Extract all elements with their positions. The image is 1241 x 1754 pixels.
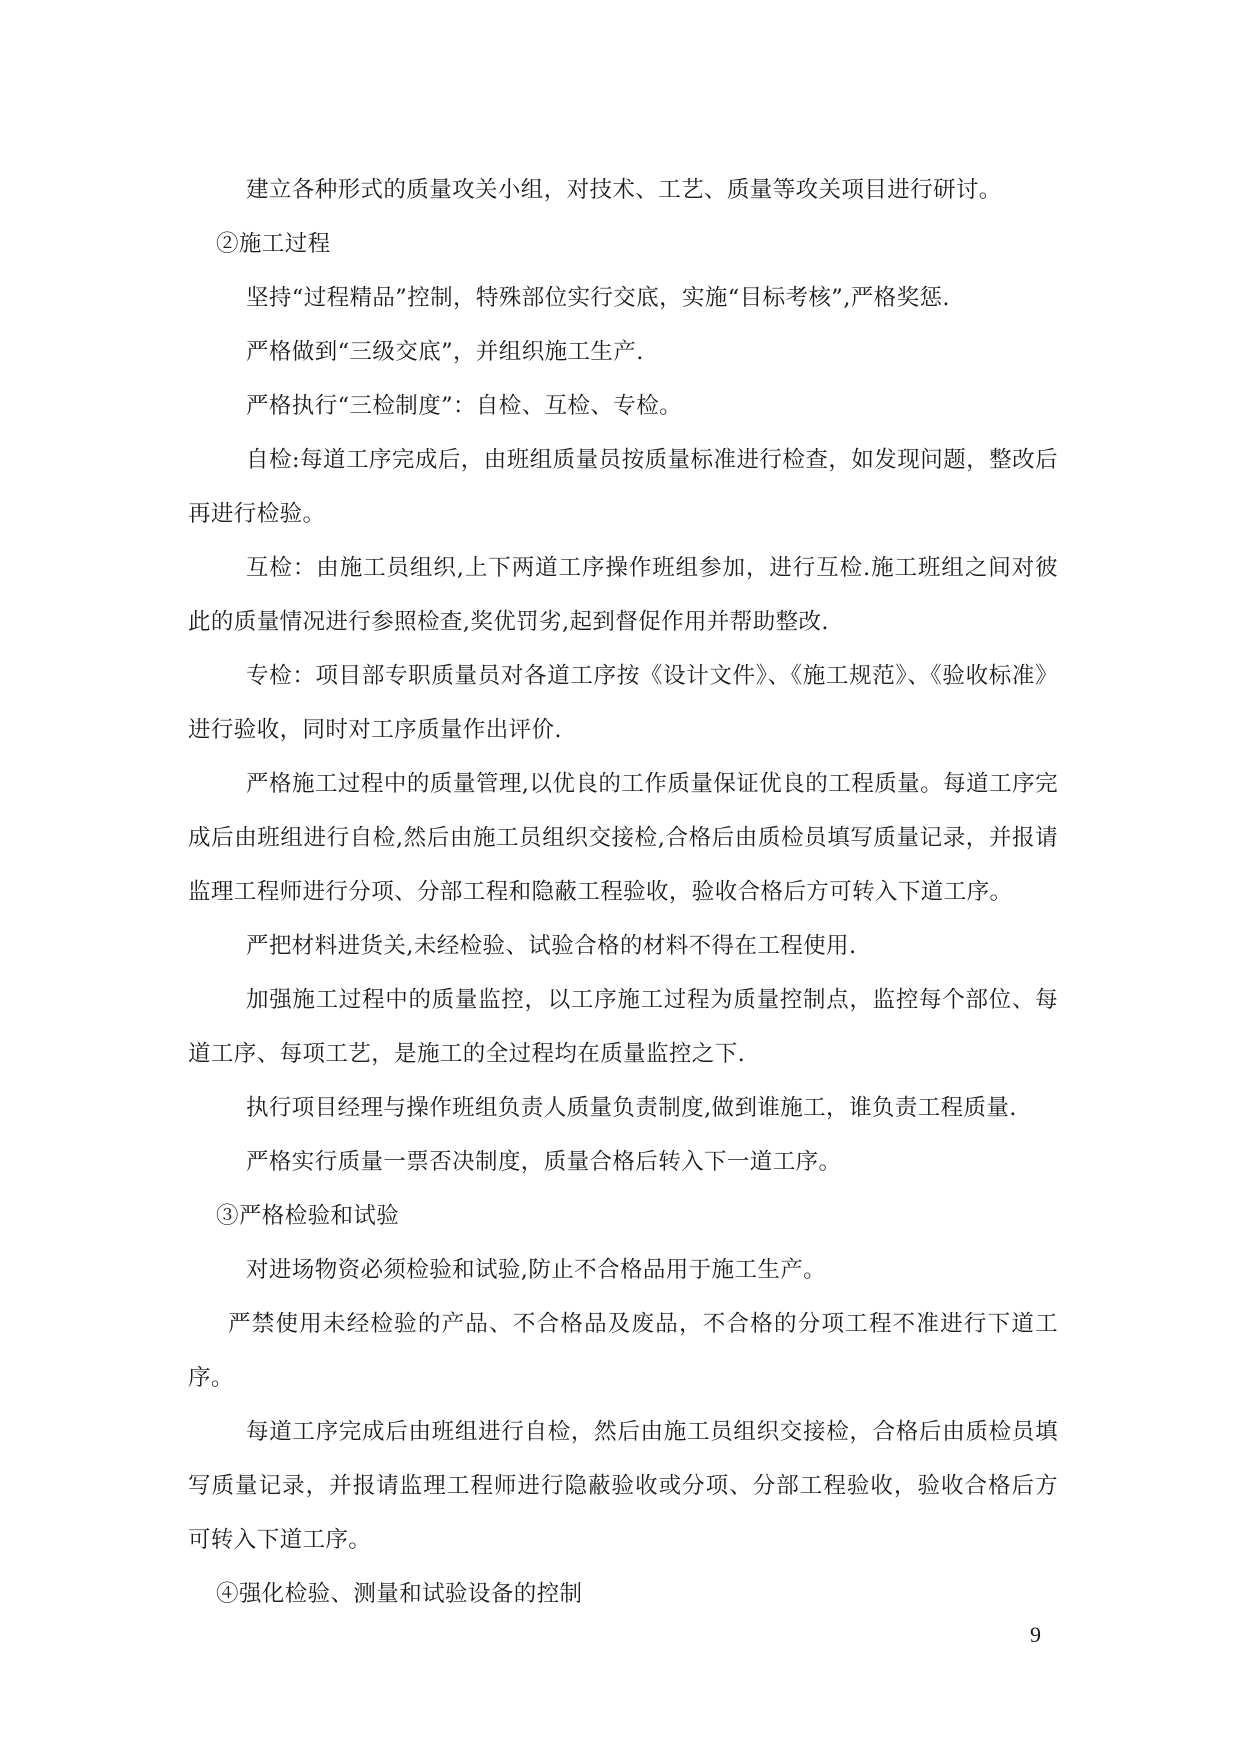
paragraph-incoming-materials: 对进场物资必须检验和试验,防止不合格品用于施工生产。 (246, 1257, 827, 1283)
paragraph-veto-system: 严格实行质量一票否决制度，质量合格后转入下一道工序。 (246, 1149, 842, 1175)
paragraph-mutual-inspection: 互检：由施工员组织,上下两道工序操作班组参加，进行互检.施工班组之间对彼此的质量情况进行参照检查,奖优罚劣,起到督促作用并帮助整改. (188, 555, 1058, 635)
page-number: 9 (1030, 1622, 1041, 1647)
section-heading-inspection-testing: ③严格检验和试验 (216, 1203, 400, 1229)
section-heading-equipment-control: ④强化检验、测量和试验设备的控制 (216, 1581, 583, 1607)
paragraph-responsibility-system: 执行项目经理与操作班组负责人质量负责制度,做到谁施工，谁负责工程质量. (246, 1095, 1017, 1121)
paragraph-self-inspection: 自检:每道工序完成后，由班组质量员按质量标准进行检查，如发现问题，整改后再进行检验。 (188, 447, 1058, 527)
paragraph-quality-groups: 建立各种形式的质量攻关小组，对技术、工艺、质量等攻关项目进行研讨。 (246, 177, 1002, 203)
section-heading-construction-process: ②施工过程 (216, 231, 331, 257)
paragraph-quality-management: 严格施工过程中的质量管理,以优良的工作质量保证优良的工程质量。每道工序完成后由班组进行自检,然后由施工员组织交接检,合格后由质检员填写质量记录，并报请监理工程师进行分项、分部工程和隐蔽工程验收，验收合格后方可转入下道工序。 (188, 771, 1058, 905)
paragraph-three-inspection-system: 严格执行“三检制度”：自检、互检、专检。 (246, 393, 683, 419)
paragraph-three-level-briefing: 严格做到“三级交底”，并组织施工生产. (246, 339, 644, 365)
document-body (188, 163, 1058, 1621)
paragraph-prohibit-unqualified: 严禁使用未经检验的产品、不合格品及废品，不合格的分项工程不准进行下道工序。 (188, 1311, 1058, 1391)
paragraph-process-quality: 坚持“过程精品”控制，特殊部位实行交底，实施“目标考核”,严格奖惩. (246, 285, 950, 311)
paragraph-process-handover: 每道工序完成后由班组进行自检，然后由施工员组织交接检，合格后由质检员填写质量记录，并报请监理工程师进行隐蔽验收或分项、分部工程验收，验收合格后方可转入下道工序。 (188, 1419, 1058, 1553)
paragraph-quality-monitoring: 加强施工过程中的质量监控，以工序施工过程为质量控制点，监控每个部位、每道工序、每项工艺，是施工的全过程均在质量监控之下. (188, 987, 1058, 1067)
paragraph-material-control: 严把材料进货关,未经检验、试验合格的材料不得在工程使用. (246, 933, 857, 959)
paragraph-special-inspection: 专检：项目部专职质量员对各道工序按《设计文件》、《施工规范》、《验收标准》进行验收，同时对工序质量作出评价. (188, 663, 1058, 743)
